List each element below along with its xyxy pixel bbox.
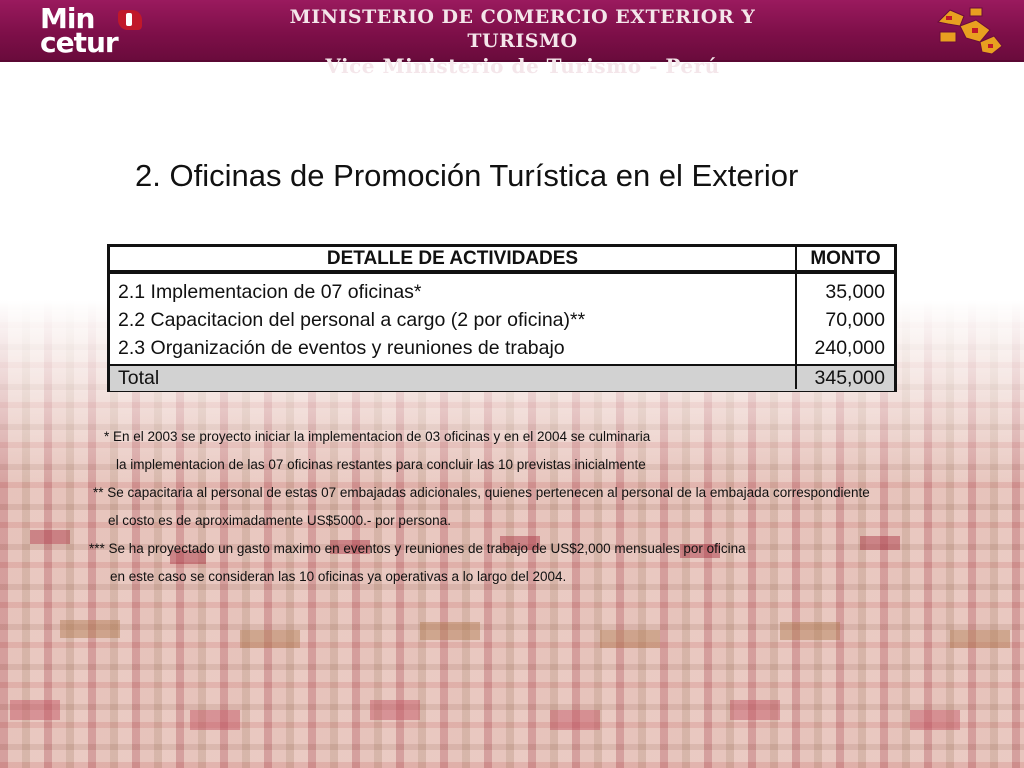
total-row [110, 364, 894, 391]
header-band [0, 0, 1024, 78]
row-amount: 240,000 [814, 337, 885, 359]
header-activities: DETALLE DE ACTIVIDADES [326, 248, 579, 269]
total-amount: 345,000 [814, 367, 885, 389]
table-body [110, 279, 894, 363]
ministry-name: MINISTERIO DE COMERCIO EXTERIOR Y TURISMO [289, 6, 756, 52]
total-label: Total [118, 367, 160, 389]
footnote-2: ** Se capacitaria al personal de estas 07 embajadas adicionales, quienes pertenecen al personal de la embajada correspondiente [93, 485, 870, 500]
logo-text-line2: cetur [40, 26, 118, 59]
footnote-3: *** Se ha proyectado un gasto maximo en eventos y reuniones de trabajo de US$2,000 mensuales por oficina [89, 541, 746, 556]
footnote-1: * En el 2003 se proyecto iniciar la implementacion de 03 oficinas y en el 2004 se culminaria [104, 429, 651, 444]
table-row [110, 335, 894, 363]
peru-emblem-icon [930, 2, 1008, 58]
table-row [110, 279, 894, 307]
row-description: 2.3 Organización de eventos y reuniones de trabajo [118, 337, 565, 359]
row-description: 2.2 Capacitacion del personal a cargo (2 por oficina)** [118, 309, 586, 331]
vice-ministry-name: Vice Ministerio de Turismo - Perú [325, 54, 720, 78]
activities-table [107, 244, 897, 392]
logo-mark-icon [118, 10, 142, 30]
row-description: 2.1 Implementacion de 07 oficinas* [118, 281, 422, 303]
ministry-title [250, 5, 795, 79]
footnote-1-cont: la implementacion de las 07 oficinas restantes para concluir las 10 previstas inicialmente [116, 457, 646, 472]
table-row [110, 307, 894, 335]
logo-text-line1: Min [40, 2, 95, 35]
mincetur-logo [40, 2, 160, 59]
row-amount: 70,000 [825, 309, 885, 331]
column-divider [795, 247, 797, 389]
row-amount: 35,000 [825, 281, 885, 303]
page-title: 2. Oficinas de Promoción Turística en el Exterior [135, 158, 799, 193]
footnote-3-cont: en este caso se consideran las 10 oficinas ya operativas a lo largo del 2004. [110, 569, 567, 584]
table-header [110, 247, 894, 272]
footnote-2-cont: el costo es de aproximadamente US$5000.- por persona. [108, 513, 451, 528]
header-amount: MONTO [810, 248, 881, 269]
